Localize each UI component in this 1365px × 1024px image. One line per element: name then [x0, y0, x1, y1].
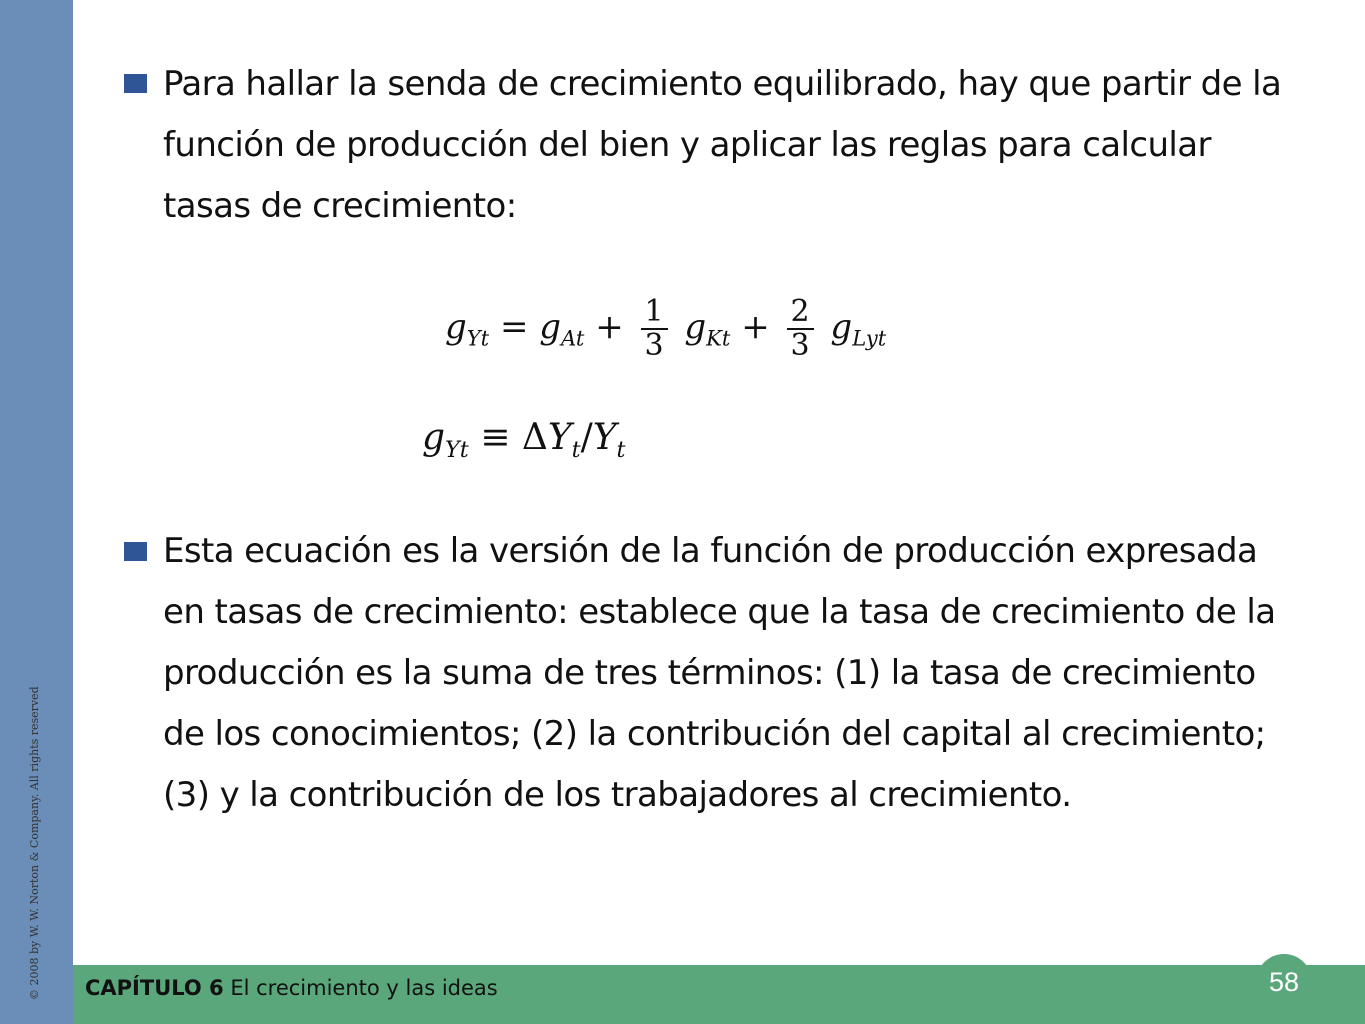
chapter-footer: [85, 976, 498, 1000]
bullet-text-1: Para hallar la senda de crecimiento equilibrado, hay que partir de la función de producción del bien y aplicar las reglas para calcular tasas de crecimiento:: [163, 64, 1282, 226]
bullet-marker: [124, 542, 147, 561]
copyright-notice: © 2008 by W. W. Norton & Company. All rights reserved: [28, 686, 41, 1000]
chapter-label: CAPÍTULO 6: [85, 976, 224, 1000]
page-number-badge: 58: [1256, 954, 1312, 1010]
bullet-marker: [124, 74, 147, 93]
fraction-one-third: $\frac{1}{3}$: [641, 296, 668, 362]
chapter-title: El crecimiento y las ideas: [230, 976, 498, 1000]
equation-growth-definition: $g_{Yt} \equiv \Delta Y_t/Y_t$: [422, 417, 626, 463]
equation-growth-accounting: $g_{Yt} = g_{At}$ + $\frac{1}{3}$ $g_{Kt}$ + $\frac{2}{3}$ $g_{Lyt}$: [445, 294, 887, 363]
fraction-two-thirds: $\frac{2}{3}$: [787, 296, 814, 362]
bullet-text-2: Esta ecuación es la versión de la función de producción expresada en tasas de crecimiento: establece que la tasa de crecimiento de la producción es la suma de tres términos: (1) la tasa de crecimiento de los conocimientos; (2) la contribución del capital al crecimiento; (3) y la contribución de los trabajadores al crecimiento.: [163, 531, 1276, 815]
